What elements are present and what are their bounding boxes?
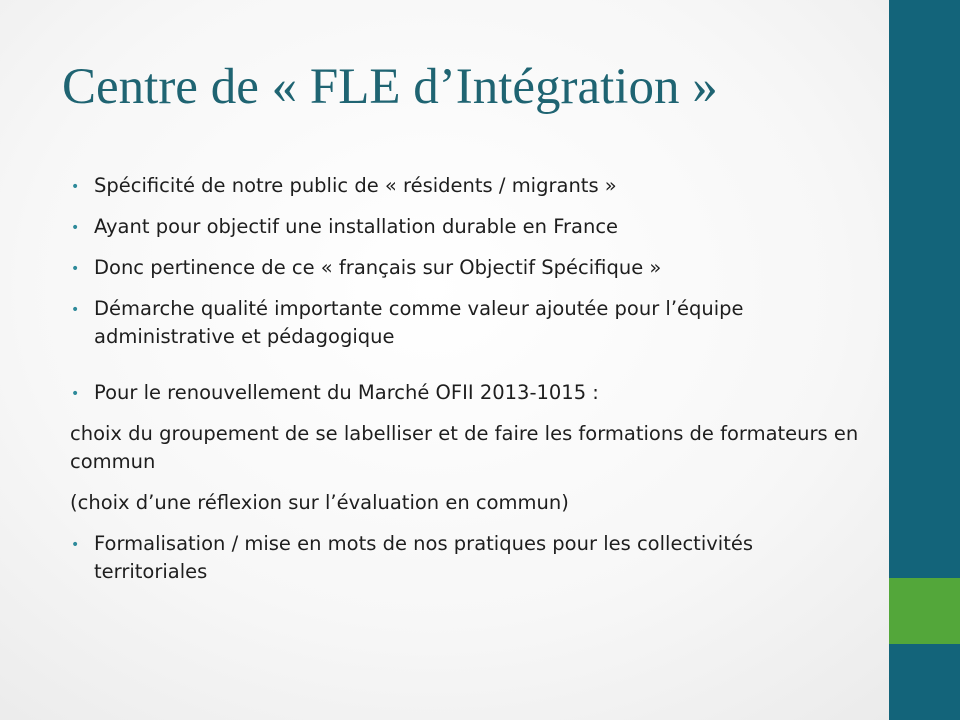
bullet-dot-icon: •: [71, 179, 80, 195]
slide-title: Centre de « FLE d’Intégration »: [62, 59, 718, 115]
sidebar-teal-bottom-bar: [889, 644, 960, 720]
paragraph-evaluation: (choix d’une réflexion sur l’évaluation en commun): [70, 491, 569, 514]
bullet-item-pertinence: [70, 254, 870, 282]
slide-body: [70, 172, 870, 599]
bullet-dot-icon: •: [71, 302, 80, 318]
bullet-item-renouvellement: [70, 379, 870, 407]
bullet-item-formalisation: [70, 530, 870, 586]
bullet-item-objectif: [70, 213, 870, 241]
bullet-text: Pour le renouvellement du Marché OFII 2013-1015 :: [94, 381, 599, 404]
sidebar-green-bar: [889, 578, 960, 644]
bullet-dot-icon: •: [71, 261, 80, 277]
sidebar-teal-bar: [889, 0, 960, 578]
bullet-item-public: [70, 172, 870, 200]
bullet-text: Donc pertinence de ce « français sur Objectif Spécifique »: [94, 256, 662, 279]
bullet-text: Démarche qualité importante comme valeur ajoutée pour l’équipe administrative et pédagogique: [94, 297, 744, 348]
bullet-dot-icon: •: [71, 220, 80, 236]
bullet-item-demarche: [70, 295, 870, 351]
paragraph-groupement: choix du groupement de se labelliser et de faire les formations de formateurs en commun: [70, 422, 859, 473]
bullet-dot-icon: •: [71, 386, 80, 402]
bullet-text: Formalisation / mise en mots de nos pratiques pour les collectivités territoriales: [94, 532, 753, 583]
bullet-text: Ayant pour objectif une installation durable en France: [94, 215, 619, 238]
bullet-text: Spécificité de notre public de « résidents / migrants »: [94, 174, 617, 197]
bullet-dot-icon: •: [71, 537, 80, 553]
